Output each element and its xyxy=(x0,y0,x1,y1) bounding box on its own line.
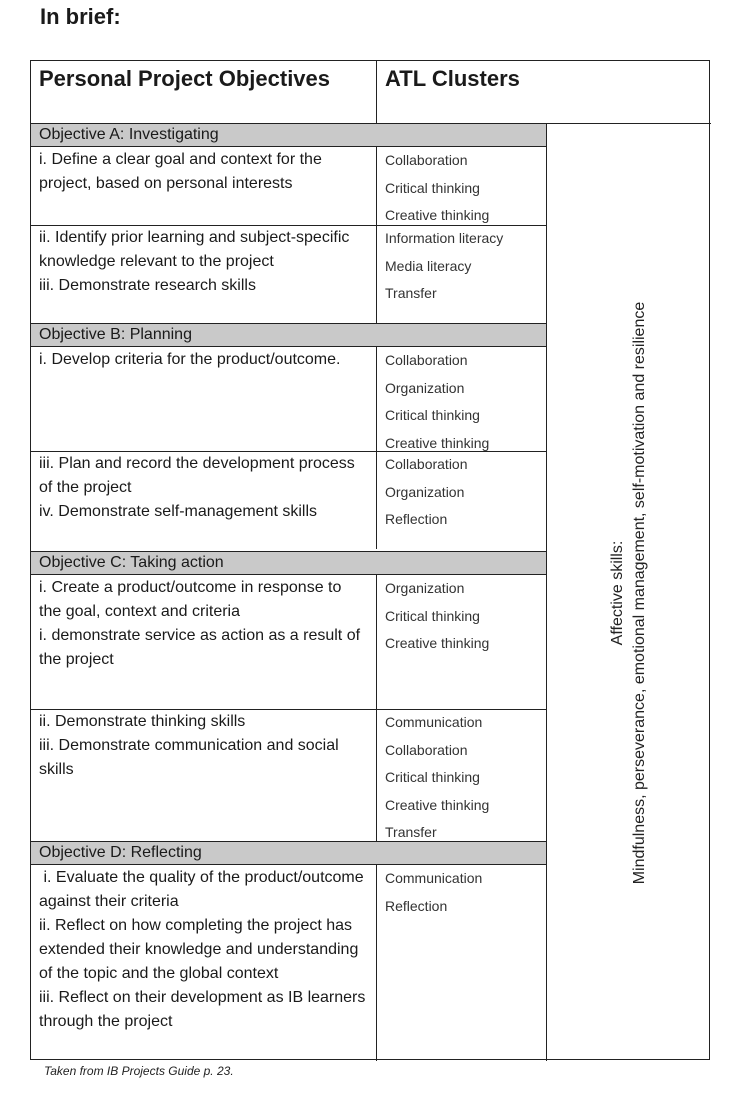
atl-item: Collaboration xyxy=(385,741,468,758)
objective-b-row-2-atl xyxy=(377,451,546,549)
objective-text: i. Define a clear goal and context for the project, based on personal interests xyxy=(39,151,322,192)
atl-item: Collaboration xyxy=(385,456,468,472)
objective-a-title: Objective A: Investigating xyxy=(31,123,546,147)
objective-b-row-1-atl xyxy=(377,347,546,451)
objective-b-title: Objective B: Planning xyxy=(31,323,546,347)
atl-item: Organization xyxy=(385,379,465,396)
objective-text: iv. Demonstrate self-management skills xyxy=(39,503,318,520)
objective-text: i. Develop criteria for the product/outcome. xyxy=(39,351,341,368)
atl-item: Critical thinking xyxy=(385,407,480,423)
objective-a-row-1-text xyxy=(31,147,377,225)
atl-item: Communication xyxy=(385,870,483,886)
atl-item: Transfer xyxy=(385,824,437,840)
objective-text: iii. Demonstrate communication and social skills xyxy=(39,737,339,778)
atl-item: Reflection xyxy=(385,897,448,914)
atl-item: Communication xyxy=(385,714,483,730)
atl-item: Creative thinking xyxy=(385,207,490,223)
page-heading: In brief: xyxy=(40,4,121,29)
atl-item: Reflection xyxy=(385,511,448,527)
objective-d-row-1-atl xyxy=(377,865,546,1061)
objective-c-row-1-atl xyxy=(377,575,546,709)
atl-item: Critical thinking xyxy=(385,769,480,785)
atl-item: Creative thinking xyxy=(385,434,490,451)
objective-text: iii. Demonstrate research skills xyxy=(39,277,256,294)
objective-text: i. Evaluate the quality of the product/outcome against their criteria xyxy=(39,869,369,910)
affective-list: Mindfulness, perseverance, emotional management, self-motivation and resilience xyxy=(630,301,648,884)
atl-item: Creative thinking xyxy=(385,796,490,813)
objective-text: ii. Identify prior learning and subject-specific knowledge relevant to the project xyxy=(39,229,350,270)
objective-b-row-1-text xyxy=(31,347,377,451)
atl-item: Transfer xyxy=(385,285,437,301)
header-atl-clusters: ATL Clusters xyxy=(377,61,711,124)
atl-item: Media literacy xyxy=(385,257,472,274)
affective-skills-text xyxy=(607,143,651,1043)
affective-skills-cell xyxy=(546,124,711,1061)
objective-c-row-2-atl xyxy=(377,709,546,841)
affective-heading: Affective skills: xyxy=(608,540,626,645)
atl-item: Collaboration xyxy=(385,152,468,168)
objective-d-title: Objective D: Reflecting xyxy=(31,841,546,865)
atl-item: Organization xyxy=(385,483,465,500)
objective-text: ii. Demonstrate thinking skills xyxy=(39,713,246,730)
objective-c-row-1-text xyxy=(31,575,377,709)
atl-item: Organization xyxy=(385,580,465,596)
objective-text: iii. Reflect on their development as IB learners through the project xyxy=(39,989,366,1030)
objective-text: ii. Reflect on how completing the project has extended their knowledge and understanding of the topic and the global context xyxy=(39,917,359,982)
objective-text: iii. Plan and record the development process of the project xyxy=(39,455,355,496)
objectives-table xyxy=(30,60,710,1060)
objective-a-row-2-atl xyxy=(377,225,546,323)
atl-item: Critical thinking xyxy=(385,607,480,624)
source-caption: Taken from IB Projects Guide p. 23. xyxy=(44,1064,234,1078)
atl-item: Information literacy xyxy=(385,230,504,246)
objective-d-row-1-text xyxy=(31,865,377,1061)
objective-b-row-2-text xyxy=(31,451,377,549)
objective-text: i. demonstrate service as action as a result of the project xyxy=(39,627,361,668)
objective-c-title: Objective C: Taking action xyxy=(31,551,546,575)
objective-c-row-2-text xyxy=(31,709,377,841)
header-objectives: Personal Project Objectives xyxy=(31,61,377,124)
objective-a-row-2-text xyxy=(31,225,377,323)
objective-a-row-1-atl xyxy=(377,147,546,225)
atl-item: Collaboration xyxy=(385,352,468,368)
atl-item: Creative thinking xyxy=(385,635,490,651)
atl-item: Critical thinking xyxy=(385,179,480,196)
objective-text: i. Create a product/outcome in response to the goal, context and criteria xyxy=(39,579,342,620)
